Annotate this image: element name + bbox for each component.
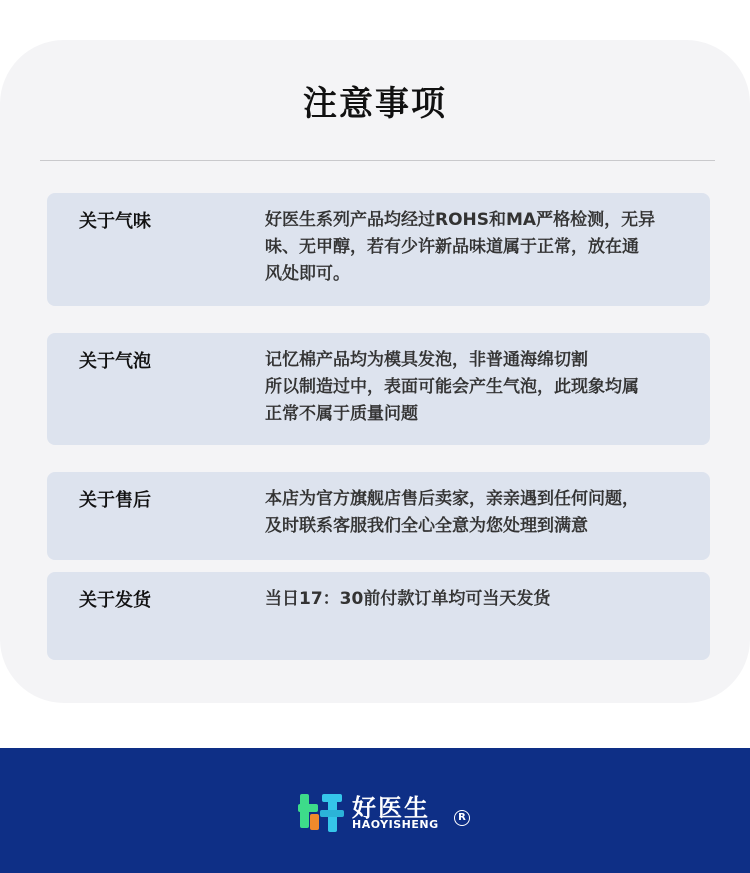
brand-mark-icon [298, 790, 344, 834]
row-text-line: 风处即可。 [265, 264, 350, 284]
page-title: 注意事项 [303, 84, 447, 124]
row-text-line: 所以制造过中，表面可能会产生气泡，此现象均属 [265, 377, 639, 397]
brand-name-cn: 好医生 [352, 794, 430, 822]
row-text-line: 记忆棉产品均为模具发泡，非普通海绵切割 [265, 350, 588, 370]
row-label: 关于发货 [79, 590, 151, 611]
notice-row-bubbles [47, 333, 710, 445]
row-label: 关于售后 [79, 490, 151, 511]
title-divider [40, 160, 715, 161]
row-label: 关于气泡 [79, 351, 151, 372]
row-text-line: 及时联系客服我们全心全意为您处理到满意 [265, 516, 588, 536]
registered-mark-icon: R [454, 810, 470, 826]
row-text [265, 586, 695, 613]
notice-row-after-sales [47, 472, 710, 560]
row-text [265, 486, 695, 540]
row-text-line: 当日17：30前付款订单均可当天发货 [265, 589, 551, 609]
row-text [265, 347, 695, 428]
brand-name-en: HAOYISHENG [352, 818, 439, 831]
notice-row-shipping [47, 572, 710, 660]
row-text-line: 正常不属于质量问题 [265, 404, 418, 424]
row-text [265, 207, 695, 288]
row-text-line: 好医生系列产品均经过ROHS和MA严格检测，无异 [265, 210, 656, 230]
brand-footer [0, 748, 750, 873]
row-text-line: 味、无甲醇，若有少许新品味道属于正常，放在通 [265, 237, 639, 257]
row-text-line: 本店为官方旗舰店售后卖家，亲亲遇到任何问题， [265, 489, 639, 509]
row-label: 关于气味 [79, 211, 151, 232]
brand-logo [298, 788, 478, 836]
notice-row-smell [47, 193, 710, 306]
